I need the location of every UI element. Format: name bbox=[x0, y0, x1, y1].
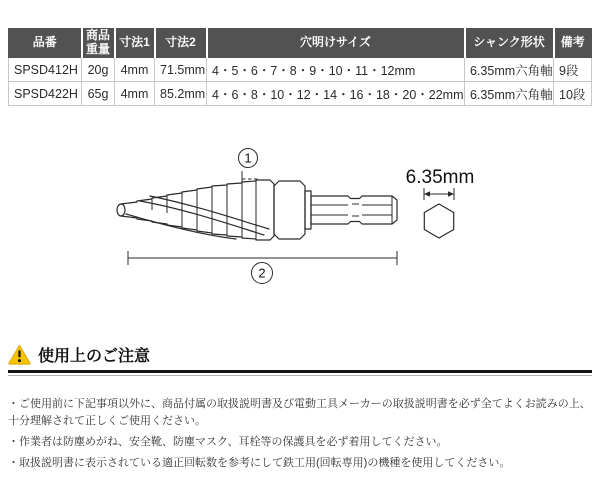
cell-dim2: 71.5mm bbox=[155, 58, 207, 82]
warning-icon bbox=[8, 344, 31, 365]
cell-dim1: 4mm bbox=[115, 82, 155, 106]
cell-shank-shape: 6.35mm六角軸 bbox=[465, 82, 554, 106]
step-drill-diagram bbox=[0, 135, 600, 305]
cell-note: 10段 bbox=[554, 82, 592, 106]
cell-weight: 65g bbox=[82, 82, 115, 106]
header-part-number: 品番 bbox=[9, 29, 82, 58]
cell-hole-sizes: 4・6・8・10・12・14・16・18・20・22mm bbox=[207, 82, 465, 106]
header-dim2: 寸法2 bbox=[155, 29, 207, 58]
shank-size-label: 6.35mm bbox=[405, 167, 475, 188]
cell-weight: 20g bbox=[82, 58, 115, 82]
table-header-row bbox=[9, 29, 592, 58]
cell-dim2: 85.2mm bbox=[155, 82, 207, 106]
step-drill-bit-drawing bbox=[117, 180, 397, 240]
notice-item: ・取扱説明書に表示されている適正回転数を参考にして鉄工用(回転専用)の機種を使用してください。 bbox=[8, 457, 511, 469]
callout-1-label: 1 bbox=[244, 150, 252, 166]
notice-item: ・ご使用前に下記事項以外に、商品付属の取扱説明書及び電動工具メーカーの取扱説明書を必ず全てよくお読みの上、十分理解されて正しくご使用ください。 bbox=[8, 398, 591, 427]
header-weight: 商品重量 bbox=[82, 29, 115, 58]
header-dim1: 寸法1 bbox=[115, 29, 155, 58]
notice-body bbox=[8, 396, 595, 476]
cell-shank-shape: 6.35mm六角軸 bbox=[465, 58, 554, 82]
callout-2-label: 2 bbox=[258, 265, 266, 281]
spec-table bbox=[8, 28, 592, 106]
notice-item: ・作業者は防塵めがね、安全靴、防塵マスク、耳栓等の保護具を必ず着用してください。 bbox=[8, 436, 448, 448]
table-row bbox=[9, 58, 592, 82]
cell-hole-sizes: 4・5・6・7・8・9・10・11・12mm bbox=[207, 58, 465, 82]
cell-part-number: SPSD422H bbox=[9, 82, 82, 106]
header-shank-shape: シャンク形状 bbox=[465, 29, 554, 58]
notice-divider-thin bbox=[8, 375, 592, 376]
callout-1 bbox=[239, 149, 260, 184]
table-row bbox=[9, 82, 592, 106]
callout-2 bbox=[128, 251, 397, 284]
header-hole-sizes: 穴明けサイズ bbox=[207, 29, 465, 58]
cell-part-number: SPSD412H bbox=[9, 58, 82, 82]
hex-cross-section bbox=[406, 167, 475, 238]
notice-divider-thick bbox=[8, 370, 592, 373]
header-note: 備考 bbox=[554, 29, 592, 58]
cell-dim1: 4mm bbox=[115, 58, 155, 82]
cell-note: 9段 bbox=[554, 58, 592, 82]
notice-title: 使用上のご注意 bbox=[38, 348, 151, 365]
notice-header bbox=[8, 343, 150, 366]
hexagon-icon bbox=[424, 204, 453, 238]
